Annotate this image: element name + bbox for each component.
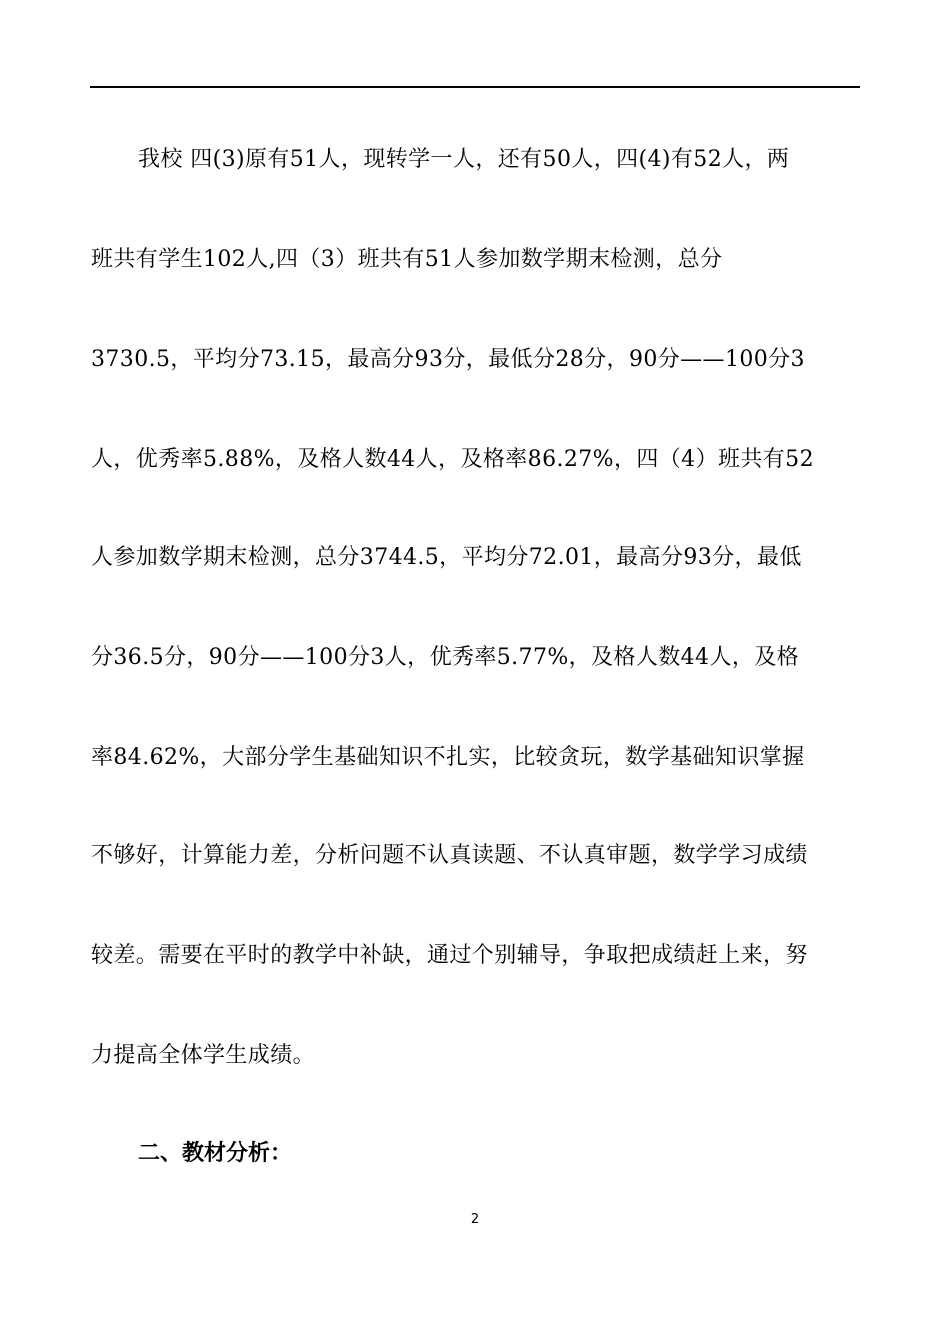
paragraph-line: 分36.5分，90分——100分3人，优秀率5.77%，及格人数44人，及格	[91, 645, 800, 670]
paragraph-line: 较差。需要在平时的教学中补缺，通过个别辅导，争取把成绩赶上来，努	[91, 943, 808, 968]
header-rule	[90, 86, 860, 88]
paragraph-line: 班共有学生102人,四（3）班共有51人参加数学期末检测，总分	[91, 247, 723, 272]
page-number: 2	[470, 1212, 480, 1227]
paragraph-line: 力提高全体学生成绩。	[91, 1043, 316, 1068]
section-heading: 二、教材分析：	[138, 1141, 293, 1166]
paragraph-line: 我校 四(3)原有51人，现转学一人，还有50人，四(4)有52人，两	[138, 147, 790, 172]
paragraph-line: 人参加数学期末检测，总分3744.5，平均分72.01，最高分93分，最低	[91, 545, 802, 570]
paragraph-line: 人，优秀率5.88%，及格人数44人，及格率86.27%，四（4）班共有52	[91, 447, 814, 472]
paragraph-line: 3730.5，平均分73.15，最高分93分，最低分28分，90分——100分3	[91, 347, 805, 372]
paragraph-line: 率84.62%，大部分学生基础知识不扎实，比较贪玩，数学基础知识掌握	[91, 745, 805, 770]
paragraph-line: 不够好，计算能力差，分析问题不认真读题、不认真审题，数学学习成绩	[91, 843, 808, 868]
